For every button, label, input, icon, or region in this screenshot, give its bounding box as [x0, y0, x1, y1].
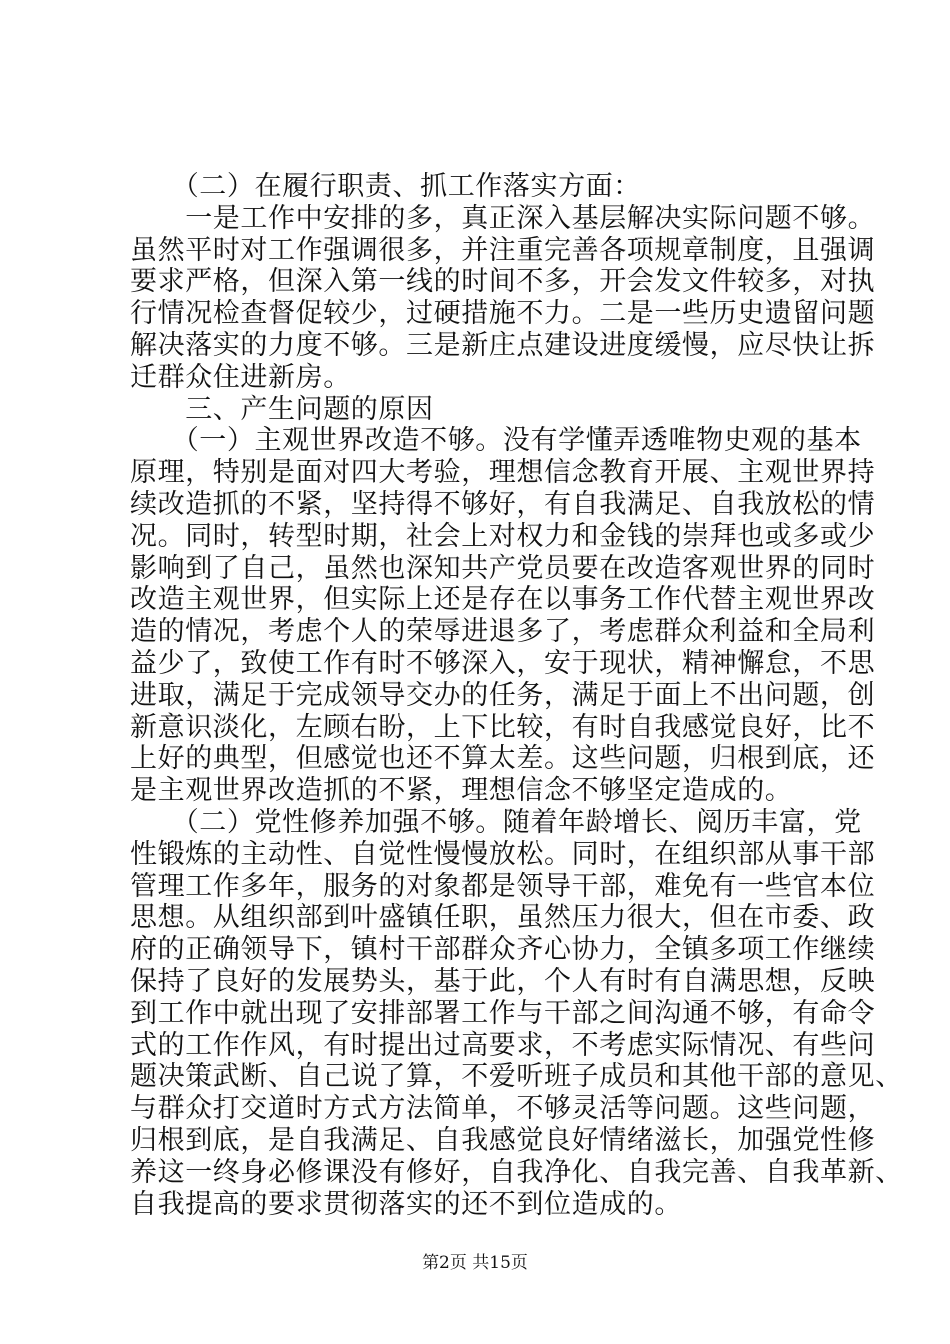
text-line: 与群众打交道时方式方法简单，不够灵活等问题。这些问题， [130, 1093, 876, 1125]
text-line: 虽然平时对工作强调很多，并注重完善各项规章制度，且强调 [130, 234, 876, 266]
text-line: 管理工作多年，服务的对象都是领导干部，难免有一些官本位 [130, 870, 876, 902]
text-line: 养这一终身必修课没有修好，自我净化、自我完善、自我革新、 [130, 1156, 903, 1188]
text-line: 是主观世界改造抓的不紧，理想信念不够坚定造成的。 [130, 775, 793, 807]
text-line: 自我提高的要求贯彻落实的还不到位造成的。 [130, 1188, 682, 1220]
document-body [130, 171, 903, 1220]
text-line: 归根到底，是自我满足、自我感觉良好情绪滋长，加强党性修 [130, 1124, 876, 1156]
text-line: 益少了，致使工作有时不够深入，安于现状，精神懈怠，不思 [130, 647, 876, 679]
text-line: 续改造抓的不紧，坚持得不够好，有自我满足、自我放松的情 [130, 488, 876, 520]
text-line: 改造主观世界，但实际上还是存在以事务工作代替主观世界改 [130, 584, 876, 616]
text-line: 一是工作中安排的多，真正深入基层解决实际问题不够。 [130, 202, 876, 234]
text-line: 造的情况，考虑个人的荣辱进退多了，考虑群众利益和全局利 [130, 616, 876, 648]
text-line: 影响到了自己，虽然也深知共产党员要在改造客观世界的同时 [130, 552, 876, 584]
text-line: 原理，特别是面对四大考验，理想信念教育开展、主观世界持 [130, 457, 876, 489]
text-line: 式的工作作风，有时提出过高要求，不考虑实际情况、有些问 [130, 1029, 876, 1061]
text-line: 题决策武断、自己说了算，不爱听班子成员和其他干部的意见、 [130, 1061, 903, 1093]
text-line: 解决落实的力度不够。三是新庄点建设进度缓慢，应尽快让拆 [130, 329, 876, 361]
text-line: 保持了良好的发展势头，基于此，个人有时有自满思想，反映 [130, 965, 876, 997]
text-line: 府的正确领导下，镇村干部群众齐心协力，全镇多项工作继续 [130, 934, 876, 966]
text-line: 要求严格，但深入第一线的时间不多，开会发文件较多，对执 [130, 266, 876, 298]
text-line: （二）党性修养加强不够。随着年龄增长、阅历丰富，党 [130, 806, 862, 838]
text-line: 进取，满足于完成领导交办的任务，满足于面上不出问题，创 [130, 679, 876, 711]
text-line: 上好的典型，但感觉也还不算太差。这些问题，归根到底，还 [130, 743, 876, 775]
text-line: 思想。从组织部到叶盛镇任职，虽然压力很大，但在市委、政 [130, 902, 876, 934]
text-line: （二）在履行职责、抓工作落实方面： [130, 171, 641, 202]
text-line: 迁群众住进新房。 [130, 361, 351, 393]
text-line: 行情况检查督促较少，过硬措施不力。二是一些历史遗留问题 [130, 298, 876, 330]
page-number-footer: 第2页 共15页 [422, 1253, 528, 1273]
text-line: 到工作中就出现了安排部署工作与干部之间沟通不够，有命令 [130, 997, 876, 1029]
text-line: 性锻炼的主动性、自觉性慢慢放松。同时，在组织部从事干部 [130, 838, 876, 870]
section-heading: 三、产生问题的原因 [130, 393, 434, 425]
text-line: 新意识淡化，左顾右盼，上下比较，有时自我感觉良好，比不 [130, 711, 876, 743]
text-line: （一）主观世界改造不够。没有学懂弄透唯物史观的基本 [130, 425, 862, 457]
text-line: 况。同时，转型时期，社会上对权力和金钱的崇拜也或多或少 [130, 520, 876, 552]
